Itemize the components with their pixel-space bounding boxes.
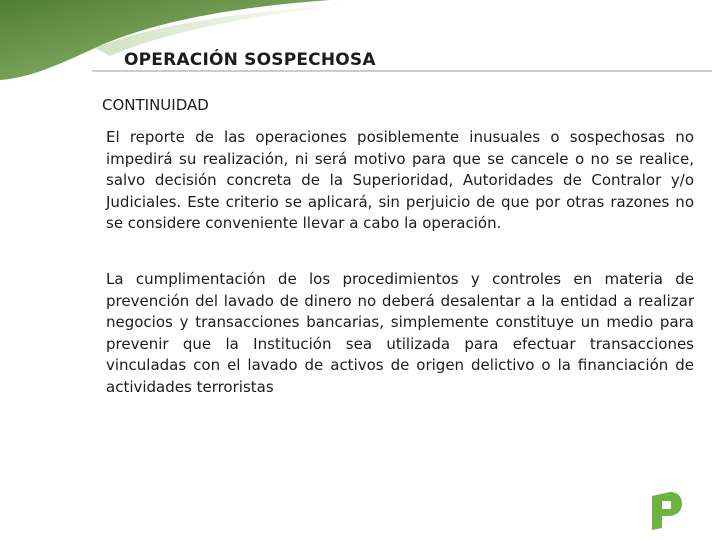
paragraph-1: El reporte de las operaciones posiblemente inusuales o sospechosas no impedirá su realización, ni será motivo para que se cancele o no se realice, salvo decisión concreta de la Superioridad, Autoridades de Contralor y/o Judiciales. Este criterio se aplicará, sin perjuicio de que por otras razones no se considere conveniente llevar a cabo la operación. <box>106 128 694 232</box>
slide-subtitle: CONTINUIDAD <box>102 96 209 114</box>
paragraph-2: La cumplimentación de los procedimientos y controles en materia de prevención del lavado de dinero no deberá desalentar a la entidad a realizar negocios y transacciones bancarias, simplemente constituye un medio para prevenir que la Institución sea utilizada para efectuar transacciones vinculadas con el lavado de activos de origen delictivo o la financiación de actividades terroristas <box>106 270 694 396</box>
logo-p-shape <box>652 492 682 530</box>
brand-logo-icon <box>648 490 684 532</box>
slide-title: OPERACIÓN SOSPECHOSA <box>124 50 376 70</box>
logo-p-counter <box>662 501 671 509</box>
